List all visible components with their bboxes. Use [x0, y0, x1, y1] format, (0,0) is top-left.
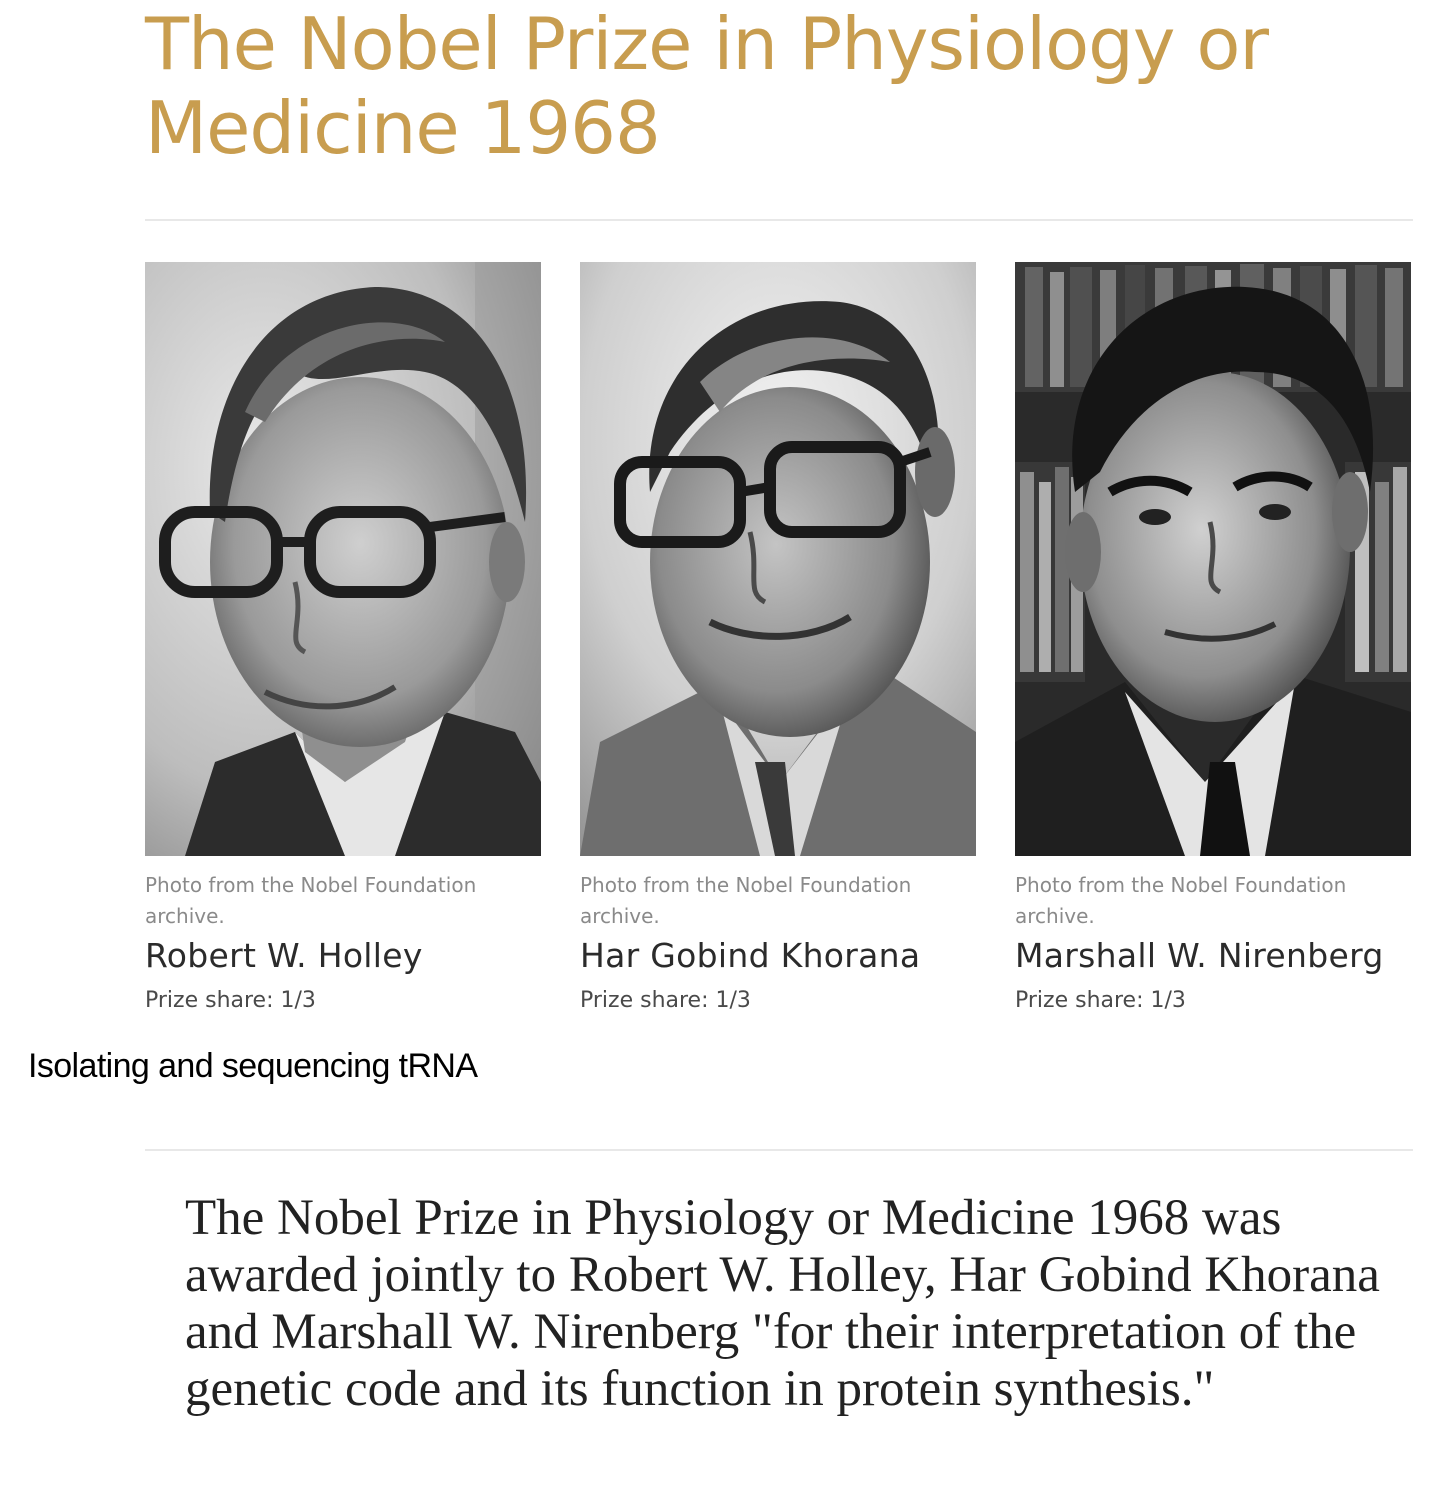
photo-caption: Photo from the Nobel Foundation archive.: [1015, 873, 1347, 928]
laureate-name[interactable]: Robert W. Holley: [145, 936, 423, 975]
annotation-label: Isolating and sequencing tRNA: [28, 1047, 478, 1085]
laureate-card-nirenberg[interactable]: [1015, 262, 1411, 1016]
laureate-portrait-khorana[interactable]: [580, 262, 976, 856]
page-title: The Nobel Prize in Physiology or Medicine 1968: [145, 2, 1268, 170]
laureate-name[interactable]: Marshall W. Nirenberg: [1015, 936, 1384, 975]
prize-summary: The Nobel Prize in Physiology or Medicine 1968 was awarded jointly to Robert W. Holley, Har Gobind Khorana and Marshall W. Nirenberg "for their interpretation of the genetic code and its function in protein synthesis.": [185, 1190, 1380, 1417]
laureate-name[interactable]: Har Gobind Khorana: [580, 936, 921, 975]
laureate-card-khorana[interactable]: [580, 262, 976, 1016]
laureate-card-holley[interactable]: [145, 262, 541, 1016]
prize-share: Prize share: 1/3: [145, 988, 316, 1013]
top-divider: [145, 219, 1413, 221]
photo-caption: Photo from the Nobel Foundation archive.: [580, 873, 912, 928]
laureate-portrait-holley[interactable]: [145, 262, 541, 856]
prize-share: Prize share: 1/3: [1015, 988, 1186, 1013]
photo-caption: Photo from the Nobel Foundation archive.: [145, 873, 477, 928]
prize-share: Prize share: 1/3: [580, 988, 751, 1013]
laureate-portrait-nirenberg[interactable]: [1015, 262, 1411, 856]
bottom-divider: [145, 1149, 1413, 1151]
